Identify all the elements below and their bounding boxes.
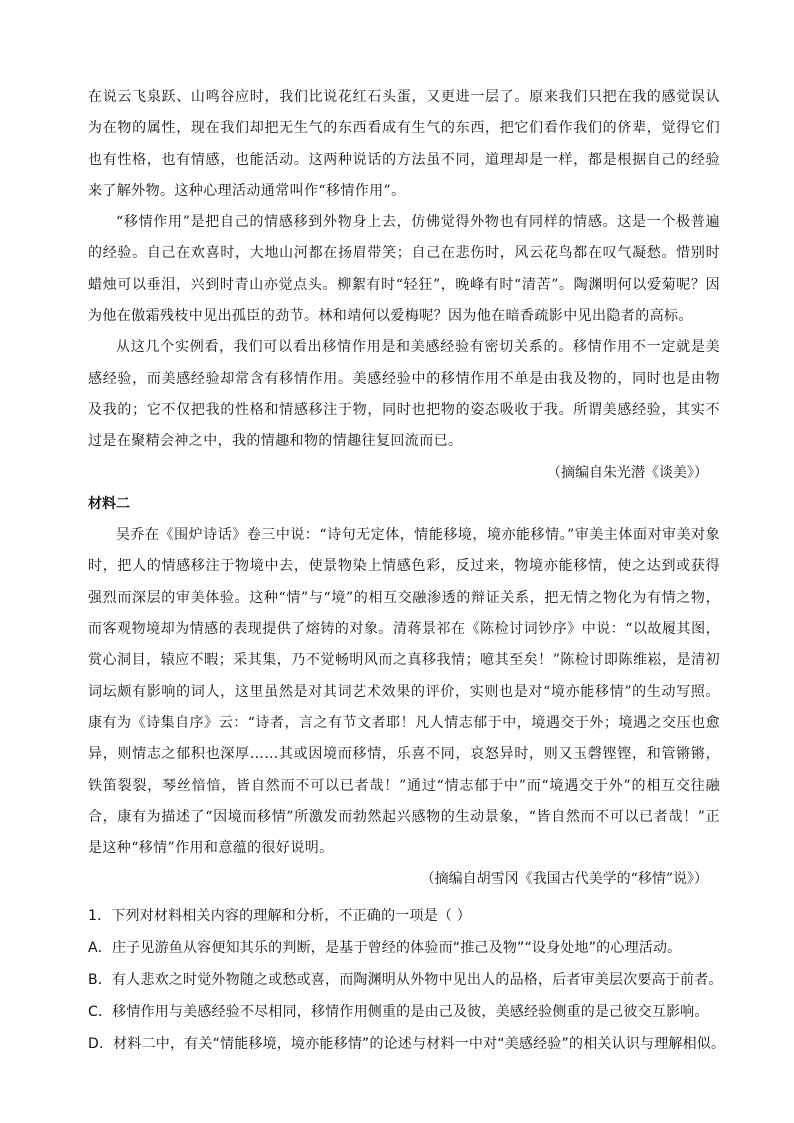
- option-a: A．庄子见游鱼从容便知其乐的判断，是基于曾经的体验而“推己及物”“设身处地”的心理活动。: [88, 939, 682, 956]
- material1-paragraph: 从这几个实例看，我们可以看出移情作用是和美感经验有密切关系的。移情作用不一定就是美感经验，而美感经验却常含有移情作用。美感经验中的移情作用不单是由我及物的，同时也是由物及我的；它不仅把我的性格和情感移注于物，同时也把物的姿态吸收于我。所谓美感经验，其实不过是在聚精会神之中，我的情趣和物的情趣往复回流而已。: [88, 339, 720, 450]
- material1-paragraph: “移情作用”是把自己的情感移到外物身上去，仿佛觉得外物也有同样的情感。这是一个极普遍的经验。自己在欢喜时，大地山河都在扬眉带笑；自己在悲伤时，风云花鸟都在叹气凝愁。惜别时蜡烛可以垂泪，兴到时青山亦觉点头。柳絮有时“轻狂”，晚峰有时“清苦”。陶渊明何以爱菊呢？因为他在傲霜残枝中见出孤臣的劲节。林和靖何以爱梅呢？因为他在暗香疏影中见出隐者的高标。: [88, 214, 720, 325]
- option-d: D．材料二中，有关“情能移境，境亦能移情”的论述与材料一中对“美感经验”的相关认识与理解相似。: [88, 1035, 726, 1052]
- material1-paragraph: 在说云飞泉跃、山鸣谷应时，我们比说花红石头蛋，又更进一层了。原来我们只把在我的感觉误认为在物的属性，现在我们却把无生气的东西看成有生气的东西，把它们看作我们的侪辈，觉得它们也有性格，也有情感，也能活动。这两种说话的方法虽不同，道理却是一样，都是根据自己的经验来了解外物。这种心理活动通常叫作“移情作用”。: [88, 89, 720, 199]
- material2-paragraph: 吴乔在《围炉诗话》卷三中说：“诗句无定体，情能移境，境亦能移情。”审美主体面对审美对象时，把人的情感移注于物境中去，使景物染上情感色彩，反过来，物境亦能移情，使之达到或获得强烈而深层的审美体验。这种“情”与“境”的相互交融渗透的辩证关系，把无情之物化为有情之物，而客观物境却为情感的表现提供了熔铸的对象。清蒋景祁在《陈检讨词钞序》中说：“以故履其图，赏心洞目，辕应不暇；采其集，乃不觉畅明风而之真移我情；噫其至矣！”陈检讨即陈维崧，是清初词坛颇有影响的词人，这里虽然是对其词艺术效果的评价，实则也是对“境亦能移情”的生动写照。康有为《诗集自序》云：“诗者，言之有节文者耶！凡人情志郁于中，境遇交于外；境遇之交压也愈异，则情志之郁积也深厚……其或因境而移情，乐喜不同，哀怒异时，则又玉磬铿铿，和管锵锵，铁笛裂裂，琴丝愔愔，皆自然而不可以已者哉！”通过“情志郁于中”而“境遇交于外”的相互交往融合，康有为描述了“因境而移情”所激发而勃然起兴感物的生动景象，“皆自然而不可以已者哉！”正是这种“移情”作用和意蕴的很好说明。: [88, 527, 720, 857]
- option-b: B．有人悲欢之时觉外物随之或愁或喜，而陶渊明从外物中见出人的品格，后者审美层次要高于前者。: [88, 971, 723, 988]
- document-body: [88, 82, 726, 1060]
- material2-label: 材料二: [88, 495, 130, 512]
- material1-source: （摘编自朱光潜《谈美》）: [547, 464, 708, 481]
- question-stem: 1．下列对材料相关内容的理解和分析，不正确的一项是（ ）: [88, 907, 471, 924]
- option-c: C．移情作用与美感经验不尽相同，移情作用侧重的是由己及彼，美感经验侧重的是己彼交互影响。: [88, 1003, 709, 1020]
- material2-source: （摘编自胡雪冈《我国古代美学的“移情”说》）: [420, 871, 708, 888]
- question-block: [88, 900, 726, 1060]
